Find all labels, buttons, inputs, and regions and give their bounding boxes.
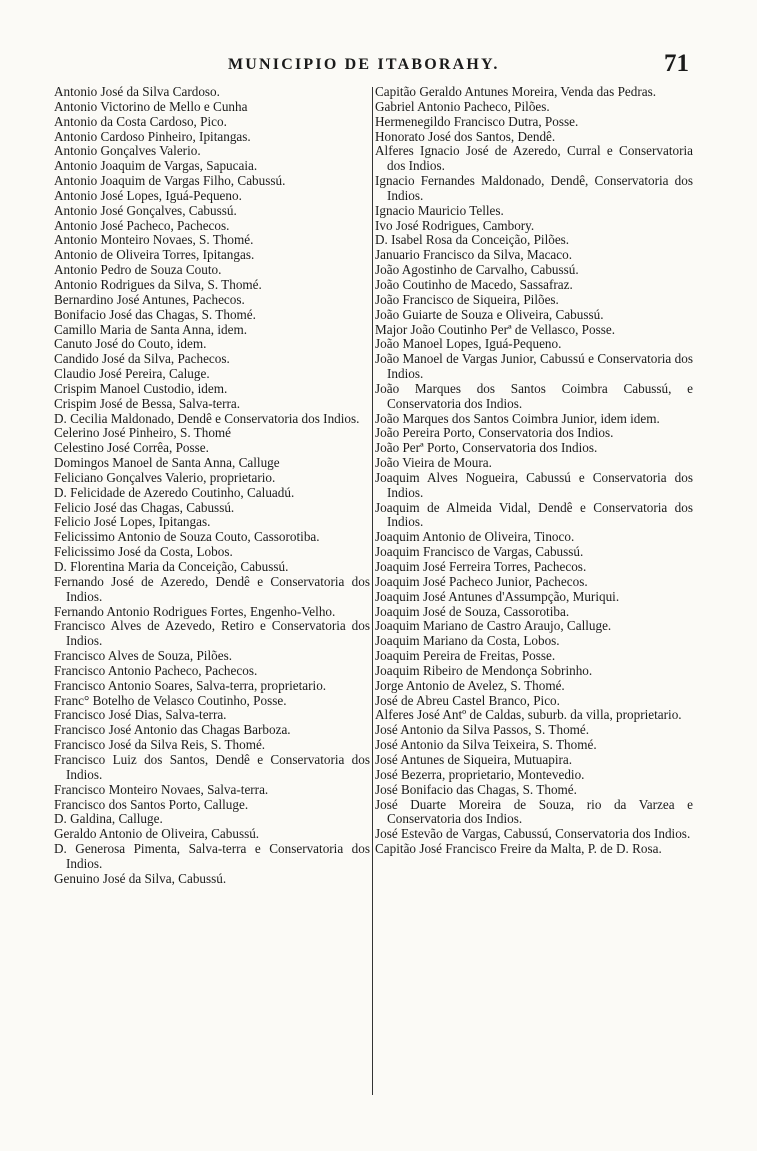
left-column — [54, 85, 370, 887]
directory-entry: Major João Coutinho Perª de Vellasco, Posse. — [375, 321, 616, 337]
directory-entry: Capitão José Francisco Freire da Malta, P. de D. Rosa. — [375, 841, 662, 857]
directory-entry: João Guiarte de Souza e Oliveira, Cabussú. — [375, 306, 604, 322]
directory-entry: Antonio Victorino de Mello e Cunha — [54, 98, 248, 114]
directory-entry: Joaquim José Antunes d'Assumpção, Muriqui. — [375, 588, 620, 604]
directory-entry: Antonio Joaquim de Vargas Filho, Cabussú. — [54, 173, 286, 189]
directory-entry: Jorge Antonio de Avelez, S. Thomé. — [375, 677, 565, 693]
directory-entry: João Manoel de Vargas Junior, Cabussú e Conservatoria dos Indios. — [375, 351, 693, 382]
directory-entry: Joaquim Antonio de Oliveira, Tinoco. — [375, 529, 575, 545]
directory-entry: João Francisco de Siqueira, Pilões. — [375, 291, 559, 307]
directory-entry: João Perª Porto, Conservatoria dos Indios. — [375, 440, 598, 456]
directory-entry: Joaquim Ribeiro de Mendonça Sobrinho. — [375, 662, 593, 678]
directory-entry: Francisco José Antonio das Chagas Barboza. — [54, 722, 291, 738]
directory-entry: João Coutinho de Macedo, Sassafraz. — [375, 276, 573, 292]
directory-entry: D. Galdina, Calluge. — [54, 811, 163, 827]
directory-entry: Francisco Luiz dos Santos, Dendê e Conservatoria dos Indios. — [54, 751, 370, 782]
directory-entry: Joaquim José de Souza, Cassorotiba. — [375, 603, 570, 619]
directory-entry: Antonio de Oliveira Torres, Ipitangas. — [54, 247, 255, 263]
directory-entry: Celerino José Pinheiro, S. Thomé — [54, 425, 232, 441]
directory-entry: José Duarte Moreira de Souza, rio da Varzea e Conservatoria dos Indios. — [375, 796, 693, 827]
directory-entry: Geraldo Antonio de Oliveira, Cabussú. — [54, 826, 260, 842]
directory-entry: Celestino José Corrêa, Posse. — [54, 440, 209, 456]
directory-entry: João Marques dos Santos Coimbra Cabussú, e Conservatoria dos Indios. — [375, 380, 693, 411]
directory-entry: Felicissimo José da Costa, Lobos. — [54, 544, 233, 560]
directory-entry: Alferes Ignacio José de Azeredo, Curral e Conservatoria dos Indios. — [375, 143, 693, 174]
directory-entry: Franc° Botelho de Velasco Coutinho, Posse. — [54, 692, 287, 708]
directory-entry: Joaquim Pereira de Freitas, Posse. — [375, 648, 556, 664]
directory-entry: Capitão Geraldo Antunes Moreira, Venda das Pedras. — [375, 84, 657, 99]
directory-entry: Joaquim José Ferreira Torres, Pachecos. — [375, 559, 587, 574]
directory-entry: Antonio Joaquim de Vargas, Sapucaia. — [54, 158, 258, 174]
directory-entry: D. Felicidade de Azeredo Coutinho, Caluadú. — [54, 484, 295, 500]
directory-entry: João Agostinho de Carvalho, Cabussú. — [375, 262, 579, 278]
directory-entry: D. Isabel Rosa da Conceição, Pilões. — [375, 232, 570, 248]
directory-entry: Ignacio Mauricio Telles. — [375, 202, 504, 218]
directory-entry: Crispim Manoel Custodio, idem. — [54, 380, 228, 396]
directory-entry: Antonio José Pacheco, Pachecos. — [54, 217, 230, 233]
directory-entry: Joaquim Francisco de Vargas, Cabussú. — [375, 544, 584, 560]
directory-entry: Joaquim de Almeida Vidal, Dendê e Conservatoria dos Indios. — [375, 499, 693, 530]
directory-entry: Antonio Pedro de Souza Couto. — [54, 262, 222, 278]
directory-entry: Felicissimo Antonio de Souza Couto, Cassorotiba. — [54, 529, 320, 545]
directory-entry: João Marques dos Santos Coimbra Junior, idem idem. — [375, 410, 660, 426]
directory-entry: Antonio José da Silva Cardoso. — [54, 84, 220, 99]
page-header — [0, 50, 757, 78]
directory-entry: Crispim José de Bessa, Salva-terra. — [54, 395, 241, 411]
directory-entry: Joaquim Alves Nogueira, Cabussú e Conservatoria dos Indios. — [375, 469, 693, 500]
directory-entry: Fernando José de Azeredo, Dendê e Conservatoria dos Indios. — [54, 573, 370, 604]
directory-entry: Ivo José Rodrigues, Cambory. — [375, 217, 535, 233]
directory-entry: Felicio José Lopes, Ipitangas. — [54, 514, 211, 530]
directory-entry: Antonio José Lopes, Iguá-Pequeno. — [54, 187, 242, 203]
directory-entry: Antonio Gonçalves Valerio. — [54, 143, 201, 159]
page-number: 71 — [664, 50, 689, 77]
directory-entry: Candido José da Silva, Pachecos. — [54, 351, 230, 367]
directory-entry: Alferes José Antº de Caldas, suburb. da villa, proprietario. — [375, 707, 682, 723]
directory-entry: Bonifacio José das Chagas, S. Thomé. — [54, 306, 256, 322]
directory-entry: Bernardino José Antunes, Pachecos. — [54, 291, 245, 307]
directory-entry: Francisco José Dias, Salva-terra. — [54, 707, 227, 723]
directory-entry: Domingos Manoel de Santa Anna, Calluge — [54, 455, 280, 471]
directory-entry: Francisco José da Silva Reis, S. Thomé. — [54, 737, 266, 753]
directory-entry: João Vieira de Moura. — [375, 455, 492, 471]
right-column — [375, 85, 693, 857]
directory-entry: Antonio Monteiro Novaes, S. Thomé. — [54, 232, 254, 248]
directory-entry: Claudio José Pereira, Caluge. — [54, 366, 210, 382]
directory-entry: Honorato José dos Santos, Dendê. — [375, 128, 556, 144]
directory-entry: Canuto José do Couto, idem. — [54, 336, 207, 352]
directory-entry: Francisco Antonio Soares, Salva-terra, proprietario. — [54, 677, 327, 693]
directory-entry: José Antonio da Silva Teixeira, S. Thomé. — [375, 737, 597, 753]
directory-entry: José Bezerra, proprietario, Montevedio. — [375, 766, 585, 782]
directory-entry: D. Florentina Maria da Conceição, Cabussú. — [54, 559, 289, 574]
directory-entry: Gabriel Antonio Pacheco, Pilões. — [375, 98, 550, 114]
directory-entry: Francisco Monteiro Novaes, Salva-terra. — [54, 781, 269, 797]
directory-entry: Joaquim Mariano da Costa, Lobos. — [375, 633, 560, 649]
directory-entry: Fernando Antonio Rodrigues Fortes, Engenho-Velho. — [54, 603, 336, 619]
directory-entry: Januario Francisco da Silva, Macaco. — [375, 247, 573, 263]
directory-entry: José Antonio da Silva Passos, S. Thomé. — [375, 722, 590, 738]
directory-entry: Antonio Cardoso Pinheiro, Ipitangas. — [54, 128, 251, 144]
page-title: MUNICIPIO DE ITABORAHY. — [228, 56, 500, 73]
directory-entry: Antonio Rodrigues da Silva, S. Thomé. — [54, 276, 262, 292]
directory-entry: Joaquim Mariano de Castro Araujo, Calluge. — [375, 618, 612, 634]
directory-entry: Genuino José da Silva, Cabussú. — [54, 870, 227, 886]
directory-entry: Felicio José das Chagas, Cabussú. — [54, 499, 235, 515]
directory-entry: Francisco Antonio Pacheco, Pachecos. — [54, 662, 258, 678]
directory-entry: José de Abreu Castel Branco, Pico. — [375, 692, 560, 708]
directory-entry: D. Generosa Pimenta, Salva-terra e Conservatoria dos Indios. — [54, 841, 370, 871]
directory-entry: Joaquim José Pacheco Junior, Pachecos. — [375, 573, 588, 589]
directory-entry: Hermenegildo Francisco Dutra, Posse. — [375, 113, 579, 129]
directory-entry: Feliciano Gonçalves Valerio, proprietario. — [54, 469, 276, 485]
directory-entry: Francisco Alves de Souza, Pilões. — [54, 648, 233, 664]
directory-entry: Ignacio Fernandes Maldonado, Dendê, Conservatoria dos Indios. — [375, 173, 693, 203]
directory-entry: José Estevão de Vargas, Cabussú, Conservatoria dos Indios. — [375, 826, 691, 842]
directory-entry: Francisco dos Santos Porto, Calluge. — [54, 796, 249, 812]
directory-entry: Antonio da Costa Cardoso, Pico. — [54, 113, 227, 129]
directory-entry: José Antunes de Siqueira, Mutuapira. — [375, 751, 573, 767]
column-divider — [372, 87, 373, 1095]
directory-entry: João Manoel Lopes, Iguá-Pequeno. — [375, 336, 562, 352]
directory-entry: João Pereira Porto, Conservatoria dos Indios. — [375, 425, 614, 441]
directory-entry: Francisco Alves de Azevedo, Retiro e Conservatoria dos Indios. — [54, 618, 370, 649]
directory-entry: D. Cecilia Maldonado, Dendê e Conservatoria dos Indios. — [54, 410, 360, 426]
directory-entry: José Bonifacio das Chagas, S. Thomé. — [375, 781, 577, 797]
directory-entry: Antonio José Gonçalves, Cabussú. — [54, 202, 237, 218]
directory-entry: Camillo Maria de Santa Anna, idem. — [54, 321, 248, 337]
